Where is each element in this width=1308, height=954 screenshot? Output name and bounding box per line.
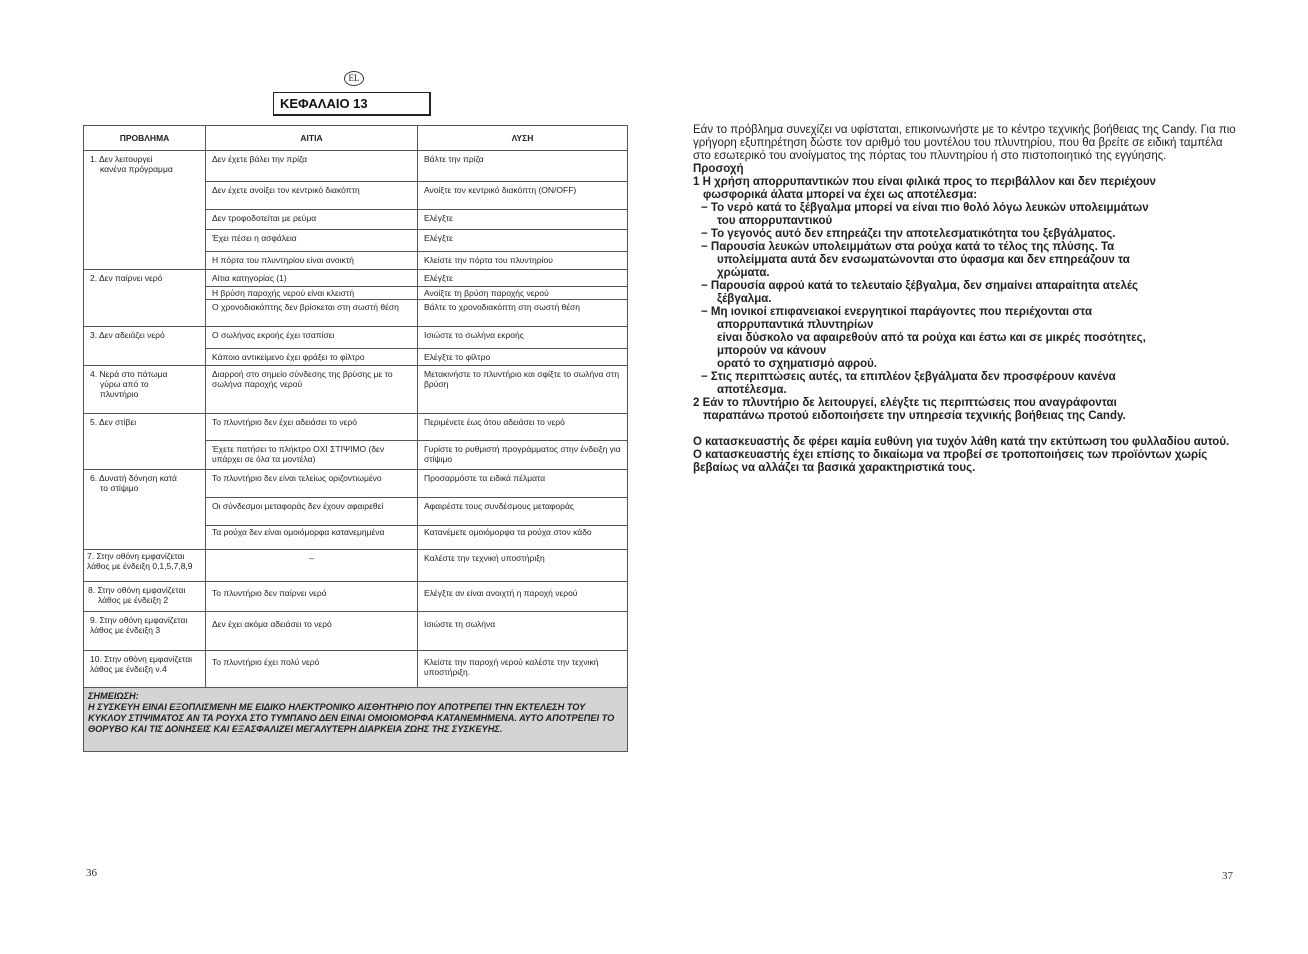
solution-cell: Ανοίξτε τη βρύση παροχής νερού <box>418 287 628 300</box>
cause-cell: Το πλυντήριο δεν έχει αδειάσει το νερό <box>206 414 418 441</box>
dash-item <box>693 241 1238 280</box>
point-1 <box>693 176 1238 202</box>
solution-cell: Ισιώστε τη σωλήνα <box>418 612 628 651</box>
problem-cell <box>84 470 206 550</box>
cause-cell: Η βρύση παροχής νερού είναι κλειστή <box>206 287 418 300</box>
solution-cell: Βάλτε το χρονοδιακόπτη στη σωστή θέση <box>418 300 628 327</box>
dash-line: του απορρυπαντικού <box>717 215 833 227</box>
dash-line: υπολείμματα αυτά δεν ενσωματώνονται στο ύφασμα και δεν επηρεάζουν τα <box>717 254 1130 266</box>
solution-cell: Προσαρμόστε τα ειδικά πέλματα <box>418 470 628 498</box>
cause-cell: Δεν έχει ακόμα αδειάσει το νερό <box>206 612 418 651</box>
point-2-line: 2 Εάν το πλυντήριο δε λειτουργεί, ελέγξτε τις περιπτώσεις που αναγράφονται <box>693 397 1117 409</box>
table-row <box>84 612 628 651</box>
cause-cell: Το πλυντήριο δεν παίρνει νερό <box>206 582 418 612</box>
table-row <box>84 366 628 414</box>
table-row <box>84 151 628 182</box>
dash-line: − Παρουσία λευκών υπολειμμάτων στα ρούχα κατά το τέλος της πλύσης. Τα <box>701 241 1115 253</box>
note-title: ΣΗΜΕΙΩΣΗ: <box>88 691 139 701</box>
cause-cell: Τα ρούχα δεν είναι ομοιόμορφα κατανεμημένα <box>206 526 418 550</box>
intro-paragraph: Εάν το πρόβλημα συνεχίζει να υφίσταται, επικοινωνήστε με το κέντρο τεχνικής βοήθειας της Candy. Για πιο γρήγορη εξυπηρέτηση δώστε τον αριθμό του μοντέλου του πλυντηρίου, που θα βρείτε σε ειδική ταμπέλα στο εσωτερικό του ανοίγματος της πόρτας του πλυντηρίου ή στο πιστοποιητικό της εγγύησης. <box>693 124 1236 162</box>
solution-cell: Αφαιρέστε τους συνδέσμους μεταφοράς <box>418 498 628 526</box>
header-problem: ΠΡΟΒΛΗΜΑ <box>84 126 206 151</box>
solution-cell: Ελέγξτε <box>418 270 628 287</box>
point-2 <box>693 397 1238 423</box>
solution-cell: Κλείστε την πόρτα του πλυντηρίου <box>418 252 628 270</box>
problem-cell <box>84 582 206 612</box>
problem-text: 4. Νερά στο πάτωμα <box>90 369 168 379</box>
solution-cell: Περιμένετε έως ότου αδειάσει το νερό <box>418 414 628 441</box>
dash-line: μπορούν να κάνουν <box>717 345 827 357</box>
solution-cell: Ανοίξτε τον κεντρικό διακόπτη (ON/OFF) <box>418 182 628 210</box>
note-row <box>84 688 628 752</box>
dash-item <box>693 228 1238 241</box>
dash-item <box>693 202 1238 228</box>
solution-cell: Γυρίστε το ρυθμιστή προγράμματος στην ένδειξη για στίψιμο <box>418 441 628 470</box>
solution-cell: Κλείστε την παροχή νερού καλέστε την τεχνική υποστήριξη. <box>418 651 628 688</box>
cause-cell: Το πλυντήριο δεν είναι τελείως οριζοντιωμένο <box>206 470 418 498</box>
problem-text: το στίψιμο <box>100 483 139 493</box>
dash-item <box>693 371 1238 397</box>
cause-cell: Δεν έχετε βάλει την πρίζα <box>206 151 418 182</box>
problem-text: 6. Δυνατή δόνηση κατά <box>90 473 177 483</box>
problem-text: 5. Δεν στίβει <box>90 417 137 427</box>
solution-cell: Ελέγξτε αν είναι ανοιχτή η παροχή νερού <box>418 582 628 612</box>
dash-line: αποτέλεσμα. <box>717 384 787 396</box>
dash-line: είναι δύσκολο να αφαιρεθούν από τα ρούχα και έστω και σε μικρές ποσότητες, <box>717 332 1146 344</box>
solution-cell: Ελέγξτε <box>418 210 628 230</box>
point-1-line: 1 Η χρήση απορρυπαντικών που είναι φιλικά προς το περιβάλλον και δεν περιέχουν <box>693 176 1156 188</box>
note-text: Η ΣΥΣΚΕΥΗ ΕΙΝΑΙ ΕΞΟΠΛΙΣΜΕΝΗ ΜΕ ΕΙΔΙΚΟ ΗΛΕΚΤΡΟΝΙΚΟ ΑΙΣΘΗΤΗΡΙΟ ΠΟΥ ΑΠΟΤΡΕΠΕΙ ΤΗΝ ΕΚΤΕΛΕΣΗ ΤΟΥ ΚΥΚΛΟΥ ΣΤΙΨΙΜΑΤΟΣ ΑΝ ΤΑ ΡΟΥΧΑ ΣΤΟ ΤΥΜΠΑΝΟ ΔΕΝ ΕΙΝΑΙ ΟΜΟΙΟΜΟΡΦΑ ΚΑΤΑΝΕΜΗΜΕΝΑ. ΑΥΤΟ ΑΠΟΤΡΕΠΕΙ ΤΟ ΘΟΡΥΒΟ ΚΑΙ ΤΙΣ ΔΟΝΗΣΕΙΣ ΚΑΙ ΕΞΑΣΦΑΛΙΖΕΙ ΜΕΓΑΛΥΤΕΡΗ ΔΙΑΡΚΕΙΑ ΖΩΗΣ ΤΗΣ ΣΥΣΚΕΥΗΣ. <box>88 702 615 734</box>
attention-heading: Προσοχή <box>693 163 744 175</box>
point-2-line: παραπάνω προτού ειδοποιήσετε την υπηρεσία τεχνικής βοήθειας της Candy. <box>703 410 1126 422</box>
solution-cell: Ισιώστε το σωλήνα εκροής <box>418 327 628 349</box>
problem-text: κανένα πρόγραμμα <box>100 164 173 174</box>
table-row <box>84 414 628 441</box>
language-badge: EL <box>344 71 364 86</box>
solution-cell: Μετακινήστε το πλυντήριο και σφίξτε το σωλήνα στη βρύση <box>418 366 628 414</box>
cause-cell: Δεν τροφοδοτείται με ρεύμα <box>206 210 418 230</box>
problem-cell: 10. Στην οθόνη εμφανίζεται λάθος με ένδειξη ν.4 <box>84 651 206 688</box>
problem-cell <box>84 270 206 327</box>
page-number-left: 36 <box>86 867 97 879</box>
cause-cell: Έχετε πατήσει το πλήκτρο ΟΧΙ ΣΤΙΨΙΜΟ (δεν υπάρχει σε όλα τα μοντέλα) <box>206 441 418 470</box>
note-cell <box>84 688 628 752</box>
problem-text: λάθος με ένδειξη 2 <box>98 595 169 605</box>
cause-cell: Κάποιο αντικείμενο έχει φράξει το φίλτρο <box>206 349 418 366</box>
troubleshooting-table <box>83 125 628 752</box>
cause-cell: Δεν έχετε ανοίξει τον κεντρικό διακόπτη <box>206 182 418 210</box>
problem-cell: 7. Στην οθόνη εμφανίζεται λάθος με ένδειξη 0,1,5,7,8,9 <box>84 550 206 582</box>
solution-cell: Βάλτε την πρίζα <box>418 151 628 182</box>
cause-cell: Η πόρτα του πλυντηρίου είναι ανοικτή <box>206 252 418 270</box>
dash-line: − Μη ιονικοί επιφανειακοί ενεργητικοί παράγοντες που περιέχονται στα <box>701 306 1093 318</box>
page-number-right: 37 <box>1222 870 1233 882</box>
right-page-text <box>693 124 1238 475</box>
table-row <box>84 651 628 688</box>
problem-cell <box>84 327 206 366</box>
table-row <box>84 470 628 498</box>
dash-item <box>693 280 1238 306</box>
problem-cell <box>84 366 206 414</box>
header-cause: ΑΙΤΙΑ <box>206 126 418 151</box>
dash-line: − Παρουσία αφρού κατά το τελευταίο ξέβγαλμα, δεν σημαίνει απαραίτητα ατελές <box>701 280 1139 292</box>
table-header-row <box>84 126 628 151</box>
problem-cell <box>84 414 206 470</box>
dash-line: ορατό το σχηματισμό αφρού. <box>717 358 877 370</box>
disclaimer-paragraph: Ο κατασκευαστής δε φέρει καμία ευθύνη για τυχόν λάθη κατά την εκτύπωση του φυλλαδίου αυτού. Ο κατασκευαστής έχει επίσης το δικαίωμα να προβεί σε τροποποιήσεις των προϊόντων χωρίς βεβαίως να αλλάζει τα βασικά χαρακτηριστικά τους. <box>693 436 1230 474</box>
cause-cell: Διαρροή στο σημείο σύνδεσης της βρύσης με το σωλήνα παροχής νερού <box>206 366 418 414</box>
problem-cell: 9. Στην οθόνη εμφανίζεται λάθος με ένδειξη 3 <box>84 612 206 651</box>
cause-cell: Αίτια κατηγορίας (1) <box>206 270 418 287</box>
solution-cell: Ελέγξτε <box>418 230 628 252</box>
cause-cell: Έχει πέσει η ασφάλεια <box>206 230 418 252</box>
solution-cell: Κατανέμετε ομοιόμορφα τα ρούχα στον κάδο <box>418 526 628 550</box>
dash-line: − Το νερό κατά το ξέβγαλμα μπορεί να είναι πιο θολό λόγω λευκών υπολειμμάτων <box>701 202 1149 214</box>
table-row <box>84 550 628 582</box>
table-row <box>84 270 628 287</box>
problem-text: 3. Δεν αδειάζει νερό <box>90 330 165 340</box>
problem-text: 8. Στην οθόνη εμφανίζεται <box>88 585 186 595</box>
solution-cell: Καλέστε την τεχνική υποστήριξη <box>418 550 628 582</box>
solution-cell: Ελέγξτε το φίλτρο <box>418 349 628 366</box>
problem-text: 1. Δεν λειτουργεί <box>90 154 153 164</box>
dash-line: − Το γεγονός αυτό δεν επηρεάζει την αποτελεσματικότητα του ξεβγάλματος. <box>701 228 1116 240</box>
dash-line: χρώματα. <box>717 267 770 279</box>
cause-cell: Ο σωλήνας εκροής έχει τσαπίσει <box>206 327 418 349</box>
chapter-title: ΚΕΦΑΛΑΙΟ 13 <box>273 92 431 116</box>
point-1-line: φωσφορικά άλατα μπορεί να έχει ως αποτέλεσμα: <box>703 189 978 201</box>
cause-cell: – <box>206 550 418 582</box>
cause-cell: Το πλυντήριο έχει πολύ νερό <box>206 651 418 688</box>
problem-text: 2. Δεν παίρνει νερό <box>90 273 163 283</box>
table-row <box>84 582 628 612</box>
problem-text: πλυντήριο <box>100 389 139 399</box>
problem-cell <box>84 151 206 270</box>
dash-item <box>693 306 1238 371</box>
cause-cell: Ο χρονοδιακόπτης δεν βρίσκεται στη σωστή θέση <box>206 300 418 327</box>
header-solution: ΛΥΣΗ <box>418 126 628 151</box>
dash-line: − Στις περιπτώσεις αυτές, τα επιπλέον ξεβγάλματα δεν προσφέρουν κανένα <box>701 371 1116 383</box>
table-row <box>84 327 628 349</box>
dash-line: απορρυπαντικά πλυντηρίων <box>717 319 874 331</box>
dash-line: ξέβγαλμα. <box>717 293 772 305</box>
cause-cell: Οι σύνδεσμοι μεταφοράς δεν έχουν αφαιρεθεί <box>206 498 418 526</box>
problem-text: γύρω από το <box>100 379 149 389</box>
